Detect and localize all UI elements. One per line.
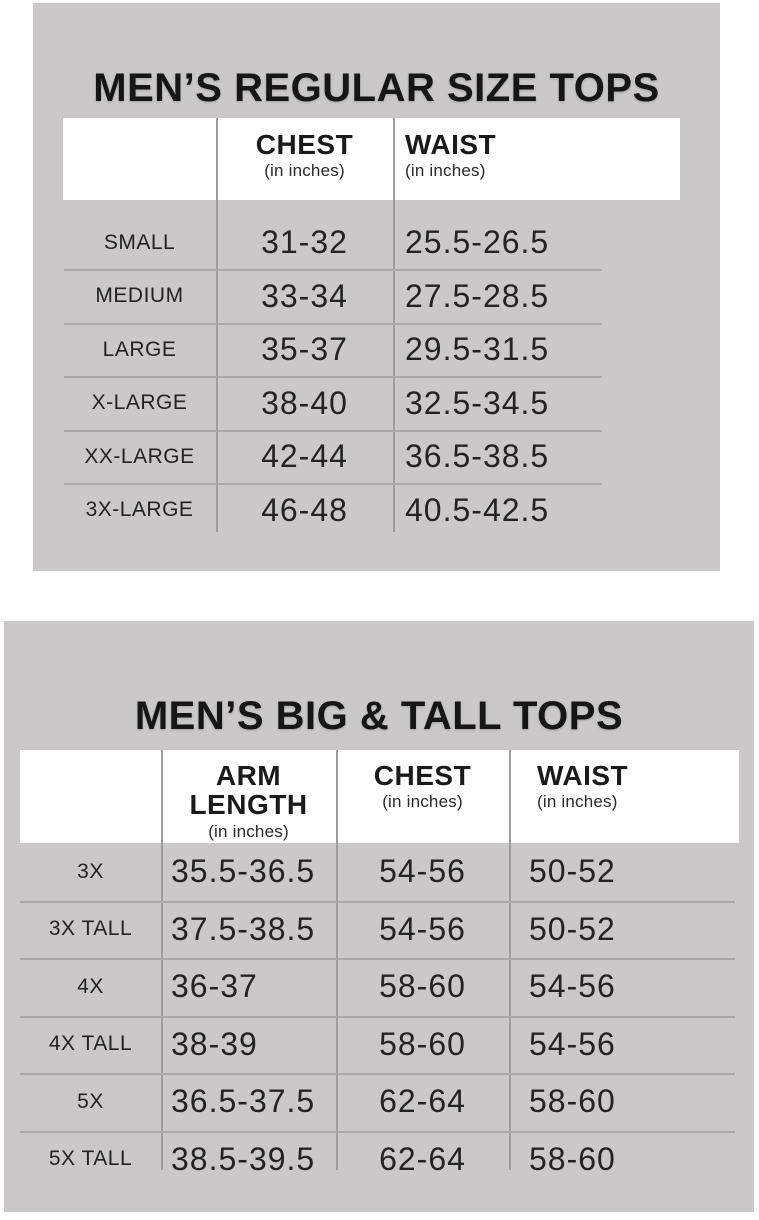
arm-length-value: 38.5-39.5 bbox=[171, 1140, 316, 1177]
size-label: XX-LARGE bbox=[84, 444, 195, 468]
waist-value: 36.5-38.5 bbox=[405, 438, 550, 475]
size-label: 4X TALL bbox=[48, 1032, 133, 1056]
size-label: 3X TALL bbox=[48, 917, 133, 941]
waist-value: 27.5-28.5 bbox=[405, 277, 550, 314]
size-label: 3X bbox=[77, 859, 104, 883]
waist-value: 54-56 bbox=[529, 968, 616, 1005]
size-label: 4X bbox=[77, 974, 104, 998]
arm-length-header bbox=[161, 761, 336, 841]
arm-length-value: 36-37 bbox=[171, 968, 258, 1005]
waist-value: 50-52 bbox=[529, 910, 616, 947]
table-row bbox=[20, 958, 739, 1016]
waist-header-label: WAIST bbox=[405, 129, 497, 160]
waist-value: 58-60 bbox=[529, 1140, 616, 1177]
chest-value: 54-56 bbox=[379, 853, 466, 890]
bigtall-row-divider bbox=[20, 1016, 735, 1018]
regular-row-divider bbox=[64, 483, 602, 485]
chest-header-unit: (in inches) bbox=[264, 161, 345, 181]
waist-value: 40.5-42.5 bbox=[405, 491, 550, 528]
regular-size-panel bbox=[33, 3, 720, 571]
waist-value: 58-60 bbox=[529, 1083, 616, 1120]
bigtall-row-divider bbox=[20, 901, 735, 903]
bigtall-row-divider bbox=[20, 958, 735, 960]
waist-header-label: WAIST bbox=[537, 760, 629, 791]
chest-header-label: CHEST bbox=[373, 760, 472, 791]
chest-value: 31-32 bbox=[261, 224, 348, 261]
bigtall-waist-header bbox=[537, 761, 628, 811]
waist-header-unit: (in inches) bbox=[405, 161, 486, 181]
waist-value: 50-52 bbox=[529, 853, 616, 890]
waist-value: 25.5-26.5 bbox=[405, 224, 550, 261]
regular-panel-title: MEN’S REGULAR SIZE TOPS bbox=[93, 65, 660, 110]
chest-value: 33-34 bbox=[261, 277, 348, 314]
size-label: 5X TALL bbox=[48, 1147, 133, 1171]
table-row bbox=[20, 1131, 739, 1189]
table-row bbox=[20, 1073, 739, 1131]
table-row bbox=[20, 1016, 739, 1074]
chest-value: 62-64 bbox=[379, 1140, 466, 1177]
chest-value: 58-60 bbox=[379, 968, 466, 1005]
table-row bbox=[20, 901, 739, 959]
arm-length-value: 37.5-38.5 bbox=[171, 910, 316, 947]
arm-length-header-label: ARM LENGTH bbox=[189, 760, 308, 821]
size-label: X-LARGE bbox=[91, 391, 188, 415]
big-tall-panel bbox=[4, 621, 754, 1212]
table-row bbox=[63, 377, 680, 431]
table-row bbox=[63, 484, 680, 538]
regular-waist-header bbox=[405, 130, 496, 180]
table-row bbox=[63, 270, 680, 324]
arm-length-value: 38-39 bbox=[171, 1025, 258, 1062]
chest-value: 54-56 bbox=[379, 910, 466, 947]
chest-value: 38-40 bbox=[261, 384, 348, 421]
chest-value: 62-64 bbox=[379, 1083, 466, 1120]
arm-length-value: 36.5-37.5 bbox=[171, 1083, 316, 1120]
big-tall-panel-title: MEN’S BIG & TALL TOPS bbox=[134, 693, 624, 738]
waist-value: 32.5-34.5 bbox=[405, 384, 550, 421]
regular-row-divider bbox=[64, 430, 602, 432]
regular-row-divider bbox=[64, 269, 602, 271]
chest-value: 42-44 bbox=[261, 438, 348, 475]
arm-length-header-unit: (in inches) bbox=[208, 821, 289, 841]
size-label: 3X-LARGE bbox=[85, 498, 194, 522]
bigtall-row-divider bbox=[20, 1131, 735, 1133]
size-label: SMALL bbox=[103, 230, 176, 254]
table-row bbox=[63, 216, 680, 270]
table-row bbox=[20, 843, 739, 901]
regular-row-divider bbox=[64, 376, 602, 378]
chest-header-label: CHEST bbox=[255, 129, 354, 160]
arm-length-value: 35.5-36.5 bbox=[171, 853, 316, 890]
waist-value: 29.5-31.5 bbox=[405, 331, 550, 368]
regular-chest-header bbox=[216, 130, 393, 180]
chest-header-unit: (in inches) bbox=[382, 792, 463, 812]
chest-value: 58-60 bbox=[379, 1025, 466, 1062]
bigtall-chest-header bbox=[336, 761, 509, 811]
waist-value: 54-56 bbox=[529, 1025, 616, 1062]
chest-value: 35-37 bbox=[261, 331, 348, 368]
waist-header-unit: (in inches) bbox=[537, 792, 618, 812]
size-label: 5X bbox=[77, 1089, 104, 1113]
regular-row-divider bbox=[64, 323, 602, 325]
table-row bbox=[63, 323, 680, 377]
chest-value: 46-48 bbox=[261, 491, 348, 528]
size-label: LARGE bbox=[102, 337, 177, 361]
bigtall-row-divider bbox=[20, 1073, 735, 1075]
size-label: MEDIUM bbox=[95, 284, 184, 308]
table-row bbox=[63, 430, 680, 484]
